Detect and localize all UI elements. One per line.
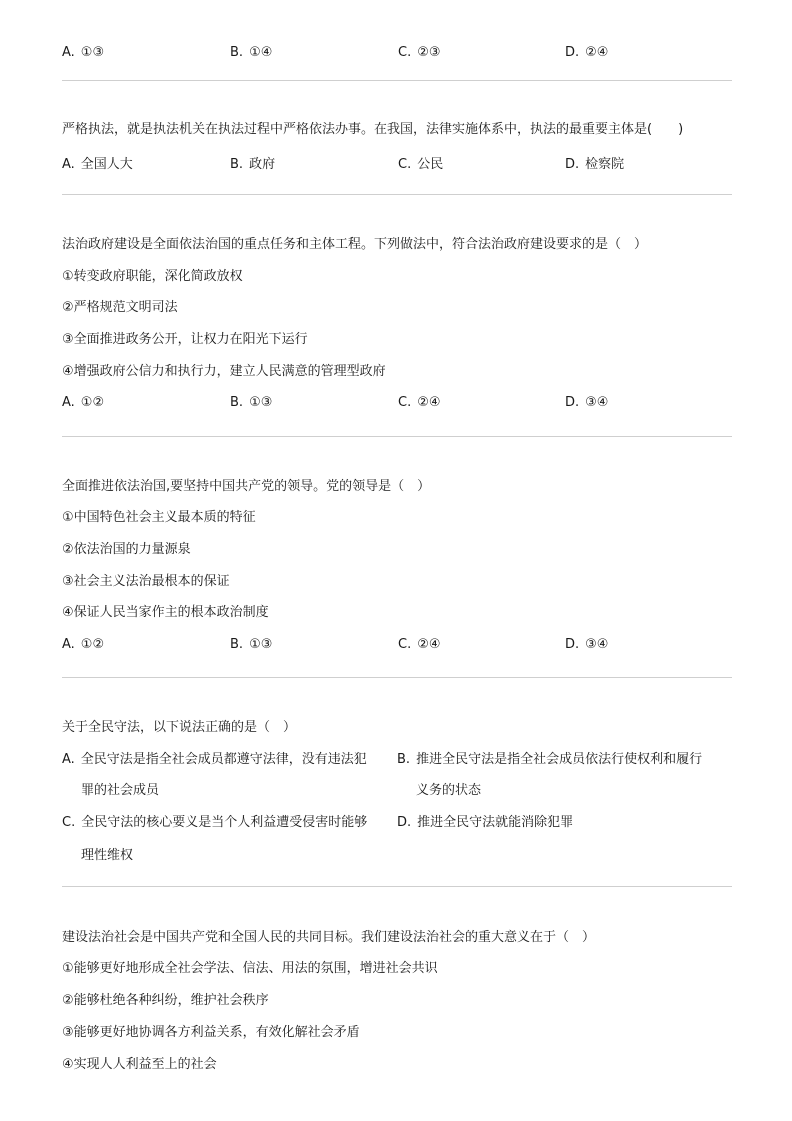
divider: [62, 436, 732, 437]
q5-stem: 建设法治社会是中国共产党和全国人民的共同目标。我们建设法治社会的重大意义在于（ ）: [62, 930, 596, 945]
divider: [62, 677, 732, 678]
q1-options: [62, 153, 732, 171]
q3-item-2: ②依法治国的力量源泉: [62, 542, 191, 557]
q0-options: [62, 45, 732, 63]
q4-stem: 关于全民守法，以下说法正确的是（ ）: [62, 720, 297, 735]
q1-option-d[interactable]: D. 检察院: [565, 157, 625, 172]
q1-stem: 严格执法，就是执法机关在执法过程中严格依法办事。在我国，法律实施体系中，执法的最重要主体是( ): [62, 122, 684, 137]
q2-options: [62, 395, 732, 413]
q2-option-c[interactable]: C. ②④: [398, 395, 441, 410]
q5-item-2: ②能够杜绝各种纠纷，维护社会秩序: [62, 993, 269, 1008]
q2-option-b[interactable]: B. ①③: [230, 395, 273, 410]
q2-stem: 法治政府建设是全面依法治国的重点任务和主体工程。下列做法中，符合法治政府建设要求的是（ ）: [62, 237, 648, 252]
q1-option-b[interactable]: B. 政府: [230, 157, 276, 172]
q2-item-3: ③全面推进政务公开，让权力在阳光下运行: [62, 332, 308, 347]
q3-option-b[interactable]: B. ①③: [230, 637, 273, 652]
q0-option-c[interactable]: C. ②③: [398, 45, 441, 60]
q5-item-1: ①能够更好地形成全社会学法、信法、用法的氛围，增进社会共识: [62, 961, 438, 976]
divider: [62, 80, 732, 81]
q3-stem: 全面推进依法治国,要坚持中国共产党的领导。党的领导是（ ）: [62, 479, 431, 494]
q2-item-4: ④增强政府公信力和执行力，建立人民满意的管理型政府: [62, 364, 386, 379]
q3-option-a[interactable]: A. ①②: [62, 637, 105, 652]
divider: [62, 886, 732, 887]
q3-option-c[interactable]: C. ②④: [398, 637, 441, 652]
q0-option-b[interactable]: B. ①④: [230, 45, 273, 60]
q3-option-d[interactable]: D. ③④: [565, 637, 609, 652]
divider: [62, 194, 732, 195]
q2-item-2: ②严格规范文明司法: [62, 300, 178, 315]
q2-option-a[interactable]: A. ①②: [62, 395, 105, 410]
q1-option-a[interactable]: A. 全国人大: [62, 157, 133, 172]
q3-item-3: ③社会主义法治最根本的保证: [62, 574, 230, 589]
q3-options: [62, 637, 732, 655]
q3-item-1: ①中国特色社会主义最本质的特征: [62, 510, 256, 525]
exam-page: A. ①③ B. ①④ C. ②③ D. ②④ 严格执法，就是执法机关在执法过程中严格依法办事。在我国，法律实施体系中，执法的最重要主体是( ) A. 全国人大 B. 政府 C. 公民 D. 检察院 法治政府建设是全面依法治国的重点任务和主体工程。下列做法中，符合法治政府建设要求的是（ ） ①转变政府职能，深化简政放权 ②严格规范文明司法 ③全面推进政务公开，让权力在阳光下运行 ④增强政府公信力和执行力，建立人民满意的管理型政府 A. ①② B. ①③ C. ②④ D. ③④ 全面推进依法治国,要坚持中国共产党的领导。党的领导是（ ） ①中国特色社会主义最本质的特征 ②依法治国的力量源泉 ③社会主义法治最根本的保证 ④保证人民当家作主的根本政治制度 A. ①② B. ①③ C. ②④ D. ③④ 关于全民守法，以下说法正确的是（ ） A. 全民守法是指全社会成员都遵守法律，没有违法犯 罪的社会成员 B. 推进全民守法是指全社会成员依法行使权利和履行 义务的状态 C. 全民守法的核心要义是当个人利益遭受侵害时能够 理性维权 D. 推进全民守法就能消除犯罪 建设法治社会是中国共产党和全国人民的共同目标。我们建设法治社会的重大意义在于（ ） ①能够更好地形成全社会学法、信法、用法的氛围，增进社会共识 ②能够杜绝各种纠纷，维护社会秩序 ③能够更好地协调各方利益关系，有效化解社会矛盾 ④实现人人利益至上的社会: [0, 0, 792, 1121]
q5-item-3: ③能够更好地协调各方利益关系，有效化解社会矛盾: [62, 1025, 360, 1040]
q3-item-4: ④保证人民当家作主的根本政治制度: [62, 605, 269, 620]
q1-option-c[interactable]: C. 公民: [398, 157, 444, 172]
q2-option-d[interactable]: D. ③④: [565, 395, 609, 410]
q0-option-a[interactable]: A. ①③: [62, 45, 105, 60]
q5-item-4: ④实现人人利益至上的社会: [62, 1057, 217, 1072]
q0-option-d[interactable]: D. ②④: [565, 45, 609, 60]
q2-item-1: ①转变政府职能，深化简政放权: [62, 269, 243, 284]
